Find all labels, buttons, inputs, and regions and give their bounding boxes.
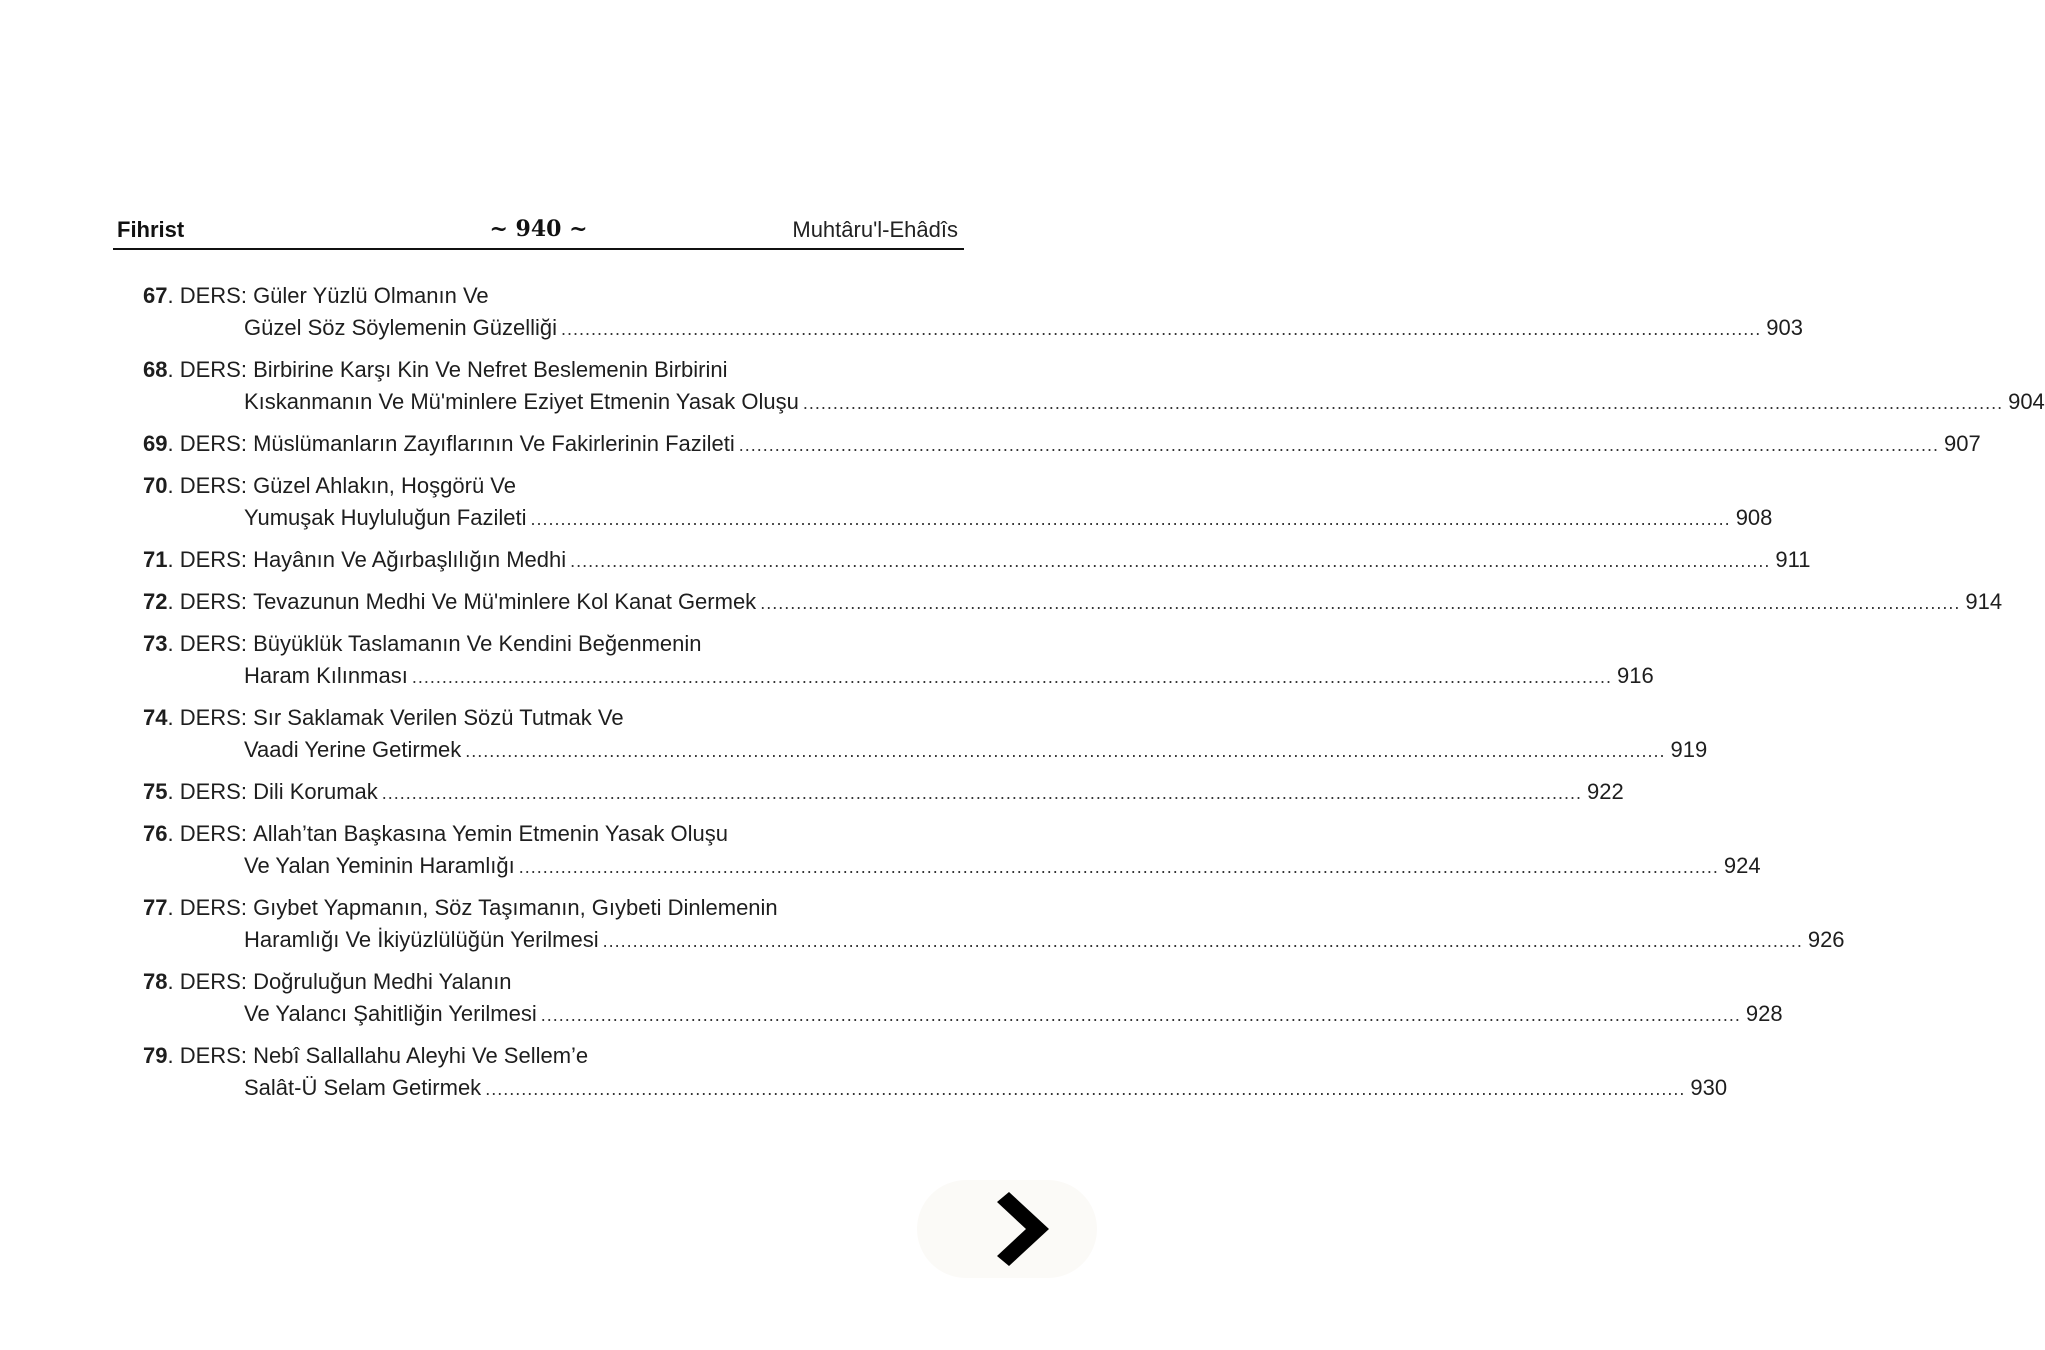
lesson-number: 70 bbox=[143, 473, 168, 498]
lesson-number: 71 bbox=[143, 547, 168, 572]
lesson-label: . DERS: bbox=[167, 357, 254, 382]
book-title: Muhtâru'l-Ehâdîs bbox=[792, 217, 958, 242]
entry-title: Gıybet Yapmanın, Söz Taşımanın, Gıybeti Dinlemenin bbox=[253, 895, 778, 920]
lesson-label: . DERS: bbox=[167, 547, 254, 572]
entry-title: Tevazunun Medhi Ve Mü'minlere Kol Kanat Germek bbox=[253, 589, 757, 614]
entry-page-number: 924 bbox=[1723, 853, 1761, 878]
lesson-label: . DERS: bbox=[167, 895, 254, 920]
entry-page-number: 911 bbox=[1775, 547, 1811, 572]
table-of-contents bbox=[143, 280, 2045, 1114]
entry-page-number: 904 bbox=[2008, 389, 2045, 414]
entry-title: Doğruluğun Medhi Yalanın bbox=[253, 969, 512, 994]
dot-leader: ........................................................................................................................................................................................................ bbox=[602, 931, 1803, 951]
entry-page-number: 903 bbox=[1766, 315, 1803, 340]
entry-title-continued: Haramlığı Ve İkiyüzlülüğün Yerilmesi bbox=[244, 927, 599, 952]
dot-leader: ........................................................................................................................................................................................................ bbox=[760, 593, 1961, 613]
entry-page-number: 916 bbox=[1617, 663, 1654, 688]
toc-entry[interactable] bbox=[143, 586, 2003, 619]
lesson-number: 74 bbox=[143, 705, 168, 730]
lesson-label: . DERS: bbox=[167, 1043, 254, 1068]
lesson-label: . DERS: bbox=[167, 705, 254, 730]
lesson-number: 76 bbox=[143, 821, 168, 846]
toc-entry[interactable] bbox=[143, 428, 1981, 461]
dot-leader: ........................................................................................................................................................................................................ bbox=[518, 857, 1719, 877]
entry-title-continued: Ve Yalan Yeminin Haramlığı bbox=[244, 853, 515, 878]
entry-title: Büyüklük Taslamanın Ve Kendini Beğenmenin bbox=[253, 631, 702, 656]
toc-entry[interactable] bbox=[143, 628, 1654, 693]
entry-title: Güler Yüzlü Olmanın Ve bbox=[253, 283, 489, 308]
dot-leader: ........................................................................................................................................................................................................ bbox=[485, 1079, 1686, 1099]
entry-title: Hayânın Ve Ağırbaşlılığın Medhi bbox=[253, 547, 567, 572]
page-header bbox=[113, 212, 964, 250]
entry-page-number: 926 bbox=[1807, 927, 1845, 952]
lesson-number: 72 bbox=[143, 589, 168, 614]
dot-leader: ........................................................................................................................................................................................................ bbox=[465, 741, 1666, 761]
lesson-number: 68 bbox=[143, 357, 168, 382]
toc-entry[interactable] bbox=[143, 776, 1624, 809]
lesson-number: 69 bbox=[143, 431, 168, 456]
entry-page-number: 908 bbox=[1735, 505, 1773, 530]
toc-entry[interactable] bbox=[143, 892, 1845, 957]
toc-entry[interactable] bbox=[143, 1040, 1728, 1105]
chevron-right-icon bbox=[995, 1190, 1051, 1268]
dot-leader: ........................................................................................................................................................................................................ bbox=[530, 509, 1731, 529]
entry-title: Nebî Sallallahu Aleyhi Ve Sellem’e bbox=[253, 1043, 589, 1068]
dot-leader: ........................................................................................................................................................................................................ bbox=[802, 393, 2004, 413]
lesson-label: . DERS: bbox=[167, 821, 254, 846]
entry-page-number: 922 bbox=[1586, 779, 1624, 804]
next-page-button[interactable] bbox=[917, 1180, 1097, 1278]
lesson-label: . DERS: bbox=[167, 631, 254, 656]
lesson-label: . DERS: bbox=[167, 779, 254, 804]
toc-entry[interactable] bbox=[143, 280, 1803, 345]
toc-entry[interactable] bbox=[143, 544, 1811, 577]
entry-title: Sır Saklamak Verilen Sözü Tutmak Ve bbox=[253, 705, 624, 730]
dot-leader: ........................................................................................................................................................................................................ bbox=[411, 667, 1613, 687]
dot-leader: ........................................................................................................................................................................................................ bbox=[561, 319, 1762, 339]
entry-title-continued: Haram Kılınması bbox=[244, 663, 408, 688]
entry-title: Müslümanların Zayıflarının Ve Fakirlerinin Fazileti bbox=[253, 431, 735, 456]
entry-title-continued: Vaadi Yerine Getirmek bbox=[244, 737, 462, 762]
toc-entry[interactable] bbox=[143, 702, 1708, 767]
lesson-number: 75 bbox=[143, 779, 168, 804]
entry-title-continued: Salât-Ü Selam Getirmek bbox=[244, 1075, 482, 1100]
lesson-label: . DERS: bbox=[167, 473, 254, 498]
entry-page-number: 907 bbox=[1944, 431, 1981, 456]
entry-page-number: 930 bbox=[1690, 1075, 1728, 1100]
lesson-number: 79 bbox=[143, 1043, 168, 1068]
lesson-number: 67 bbox=[143, 283, 168, 308]
page-number: ~ 940 ~ bbox=[489, 216, 588, 242]
lesson-number: 73 bbox=[143, 631, 168, 656]
lesson-label: . DERS: bbox=[167, 283, 254, 308]
section-title: Fihrist bbox=[117, 217, 185, 242]
dot-leader: ........................................................................................................................................................................................................ bbox=[570, 551, 1771, 571]
dot-leader: ........................................................................................................................................................................................................ bbox=[738, 435, 1939, 455]
entry-title-continued: Yumuşak Huyluluğun Fazileti bbox=[244, 505, 527, 530]
lesson-number: 78 bbox=[143, 969, 168, 994]
toc-entry[interactable] bbox=[143, 818, 1761, 883]
entry-title-continued: Kıskanmanın Ve Mü'minlere Eziyet Etmenin Yasak Oluşu bbox=[244, 389, 799, 414]
dot-leader: ........................................................................................................................................................................................................ bbox=[540, 1005, 1741, 1025]
lesson-label: . DERS: bbox=[167, 431, 254, 456]
lesson-label: . DERS: bbox=[167, 589, 254, 614]
toc-entry[interactable] bbox=[143, 966, 1783, 1031]
entry-title: Birbirine Karşı Kin Ve Nefret Beslemenin Birbirini bbox=[253, 357, 728, 382]
entry-page-number: 914 bbox=[1965, 589, 2003, 614]
entry-title: Dili Korumak bbox=[253, 779, 378, 804]
entry-page-number: 919 bbox=[1670, 737, 1708, 762]
toc-entry[interactable] bbox=[143, 354, 2045, 419]
entry-title: Güzel Ahlakın, Hoşgörü Ve bbox=[253, 473, 516, 498]
entry-title: Allah’tan Başkasına Yemin Etmenin Yasak Oluşu bbox=[253, 821, 728, 846]
toc-entry[interactable] bbox=[143, 470, 1773, 535]
dot-leader: ........................................................................................................................................................................................................ bbox=[381, 783, 1582, 803]
entry-title-continued: Güzel Söz Söylemenin Güzelliği bbox=[244, 315, 558, 340]
entry-title-continued: Ve Yalancı Şahitliğin Yerilmesi bbox=[244, 1001, 537, 1026]
lesson-label: . DERS: bbox=[167, 969, 254, 994]
lesson-number: 77 bbox=[143, 895, 168, 920]
entry-page-number: 928 bbox=[1745, 1001, 1783, 1026]
